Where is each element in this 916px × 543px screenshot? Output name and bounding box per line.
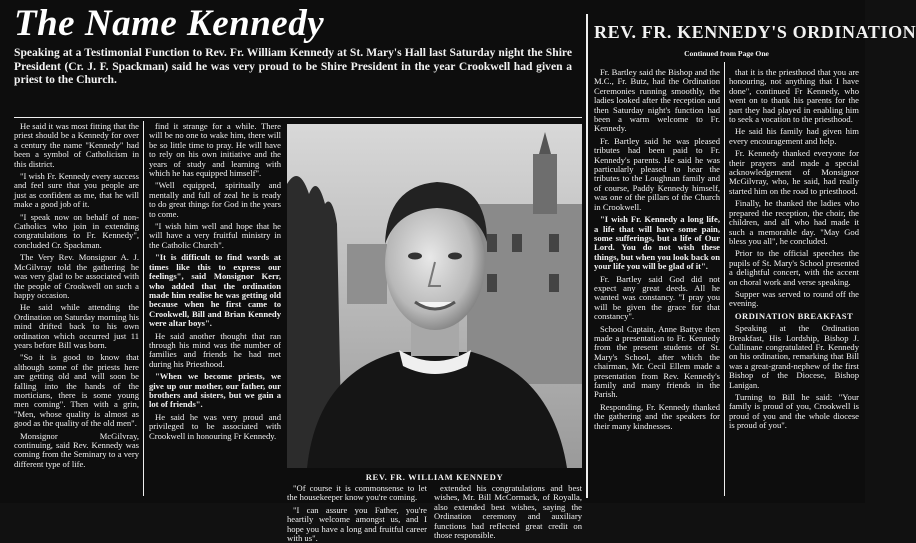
- paragraph: find it strange for a while. There will be no one to wake him, there will be so little time to pray. He will have to rely on his own initiative and the years of study and learning with which he has equipped himself".: [149, 121, 281, 179]
- paragraph: Monsignor McGilvray, continuing, said Rev. Kennedy was coming from the Seminary to a very different type of life.: [14, 430, 139, 469]
- column-divider-4: [724, 62, 725, 496]
- paragraph: Responding, Fr. Kennedy thanked the gathering and the speakers for their many kindnesses.: [594, 401, 720, 431]
- paragraph: The Very Rev. Monsignor A. J. McGilvray told the gathering he was very glad to be associated with the people of Crookwell on such a happy occasion.: [14, 252, 139, 300]
- priest-portrait-image: [287, 124, 582, 468]
- paragraph: "When we become priests, we give up our mother, our father, our brothers and sisters, but we gain a lot of friends".: [149, 371, 281, 410]
- paragraph: Prior to the official speeches the pupils of St. Mary's School presented a delightful concert, with the accent on choral work and verse speaking.: [729, 248, 859, 287]
- paragraph: "Of course it is commonsense to let the housekeeper know you're coming.: [287, 483, 427, 503]
- paragraph: Speaking at the Ordination Breakfast, His Lordship, Bishop J. Cullinane congratulated Fr. Kennedy on his ordination, remarking that Bill was a great-grand-nephew of the first Bishop of the Diocese, Bishop Lanigan.: [729, 323, 859, 390]
- paragraph: He said it was most fitting that the priest should be a Kennedy for over a century the name "Kennedy" had been a symbol of Catholicism in this district.: [14, 121, 139, 169]
- paragraph: "It is difficult to find words at times like this to express our feelings", said Monsignor Kerr, who added that the ordination made him realise he was getting old because when he first came to Crookwell, Bill and Brian Kennedy were altar boys".: [149, 252, 281, 329]
- paragraph: "I wish Fr. Kennedy every success and feel sure that you people are just as confident as me, that he will make a good job of it.: [14, 171, 139, 210]
- article-column-1: [14, 122, 139, 500]
- paragraph: He said another thought that ran through his mind was the number of families and friends he had met during his Priesthood.: [149, 330, 281, 369]
- paragraph: "I speak now on behalf of non-Catholics who join in extending congratulations to Fr. Kennedy", concluded Cr. Spackman.: [14, 211, 139, 250]
- below-photo-left-column: [287, 483, 427, 543]
- paragraph: Fr. Bartley said he was pleased tributes had been paid to Fr. Kennedy's parents. He said he was particularly pleased to hear the tributes to the Loughnan family and of course, Paddy Kennedy himself, was one of the pillars of the Church in Crookwell.: [594, 135, 720, 212]
- paragraph: School Captain, Anne Battye then made a presentation to Fr. Kennedy from the present students of St. Mary's School, after which the chairman, Mr. Cecil Ellem made a presentation from Rev. Kennedy's family and many friends in the Parish.: [594, 323, 720, 400]
- paragraph: "I can assure you Father, you're heartily welcome amongst us, and I hope you have a long and fruitful career with us".: [287, 504, 427, 543]
- paragraph: Supper was served to round off the evening.: [729, 288, 859, 309]
- headline: The Name Kennedy: [14, 3, 325, 44]
- paragraph: "Well equipped, spiritually and mentally and full of zeal he is ready to do great things for God in the years to come.: [149, 180, 281, 219]
- paragraph: He said he was very proud and privileged to be associated with Crookwell in honouring Fr Kennedy.: [149, 411, 281, 441]
- article-column-5: [729, 68, 859, 500]
- photo-caption: REV. FR. WILLIAM KENNEDY: [365, 472, 504, 482]
- paragraph: "I wish Fr. Kennedy a long life, a life that will have some pain, some sufferings, but a life of Our Lord. You do not wish these things, but when you look back on your life you will be glad of it".: [594, 214, 720, 272]
- paragraph: Finally, he thanked the ladies who prepared the reception, the choir, the children, and all who had made it such a memorable day. "May God bless you all", he concluded.: [729, 198, 859, 246]
- paragraph: Fr. Kennedy thanked everyone for their prayers and made a special acknowledgement of Monsignor McGilvray, who, he said, had really started him on the road to priesthood.: [729, 148, 859, 196]
- paragraph: extended his congratulations and best wishes, Mr. Bill McCormack, of Royalla, also extended best wishes, saying the Ordination ceremony and auxiliary functions had reflected great credit on those responsible.: [434, 483, 582, 541]
- intro-rule: [14, 117, 582, 118]
- paragraph: Turning to Bill he said: "Your family is proud of you, Crookwell is proud of you and the whole diocese is proud of you".: [729, 392, 859, 431]
- paragraph: He said his family had given him every encouragement and help.: [729, 126, 859, 146]
- paragraph: He said while attending the Ordination on Saturday morning his mind drifted back to his own ordination which occurred just 11 years before Bill was born.: [14, 302, 139, 350]
- paragraph: that it is the priesthood that you are honouring, not anything that I have done", continued Fr Kennedy, who went on to thank his parents for the part they had played in enabling him to seek a vocation to the priesthood.: [729, 67, 859, 125]
- column-divider-main: [586, 14, 588, 498]
- article-column-2: [149, 122, 281, 500]
- continued-note: Continued from Page One: [684, 49, 769, 58]
- portrait-photo: [287, 124, 582, 468]
- column-divider-1: [143, 121, 144, 496]
- paragraph: Fr. Bartley said the Bishop and the M.C., Fr. Butz, had the Ordination Ceremonies running smoothly, the ladies looked after the reception and then Saturday night's function had been a warm welcome to Fr. Kennedy.: [594, 67, 720, 134]
- below-photo-right-column: [434, 483, 582, 541]
- intro-paragraph: Speaking at a Testimonial Function to Rev. Fr. William Kennedy at St. Mary's Hall last Saturday night the Shire President (Cr. J. F. Spackman) said he was very proud to be Shire President in the year Crookwell had given a priest to the Church.: [14, 46, 572, 87]
- section-subhead: ORDINATION BREAKFAST: [734, 310, 854, 321]
- paragraph: Fr. Bartley said God did not expect any great deeds. All he wanted was constancy. "I pray you will be given the grace for that constancy".: [594, 273, 720, 322]
- right-article-title: REV. FR. KENNEDY'S ORDINATION: [594, 22, 916, 42]
- article-column-4: [594, 68, 720, 500]
- paragraph: "So it is good to know that although some of the priests here are getting old and will soon be falling into the hands of the morticians, there is some young men coming". Then with a grin, "Men, whose quality is almost as good as the quality of the old men".: [14, 352, 139, 429]
- paragraph: "I wish him well and hope that he will have a very fruitful ministry in the Catholic Church".: [149, 221, 281, 250]
